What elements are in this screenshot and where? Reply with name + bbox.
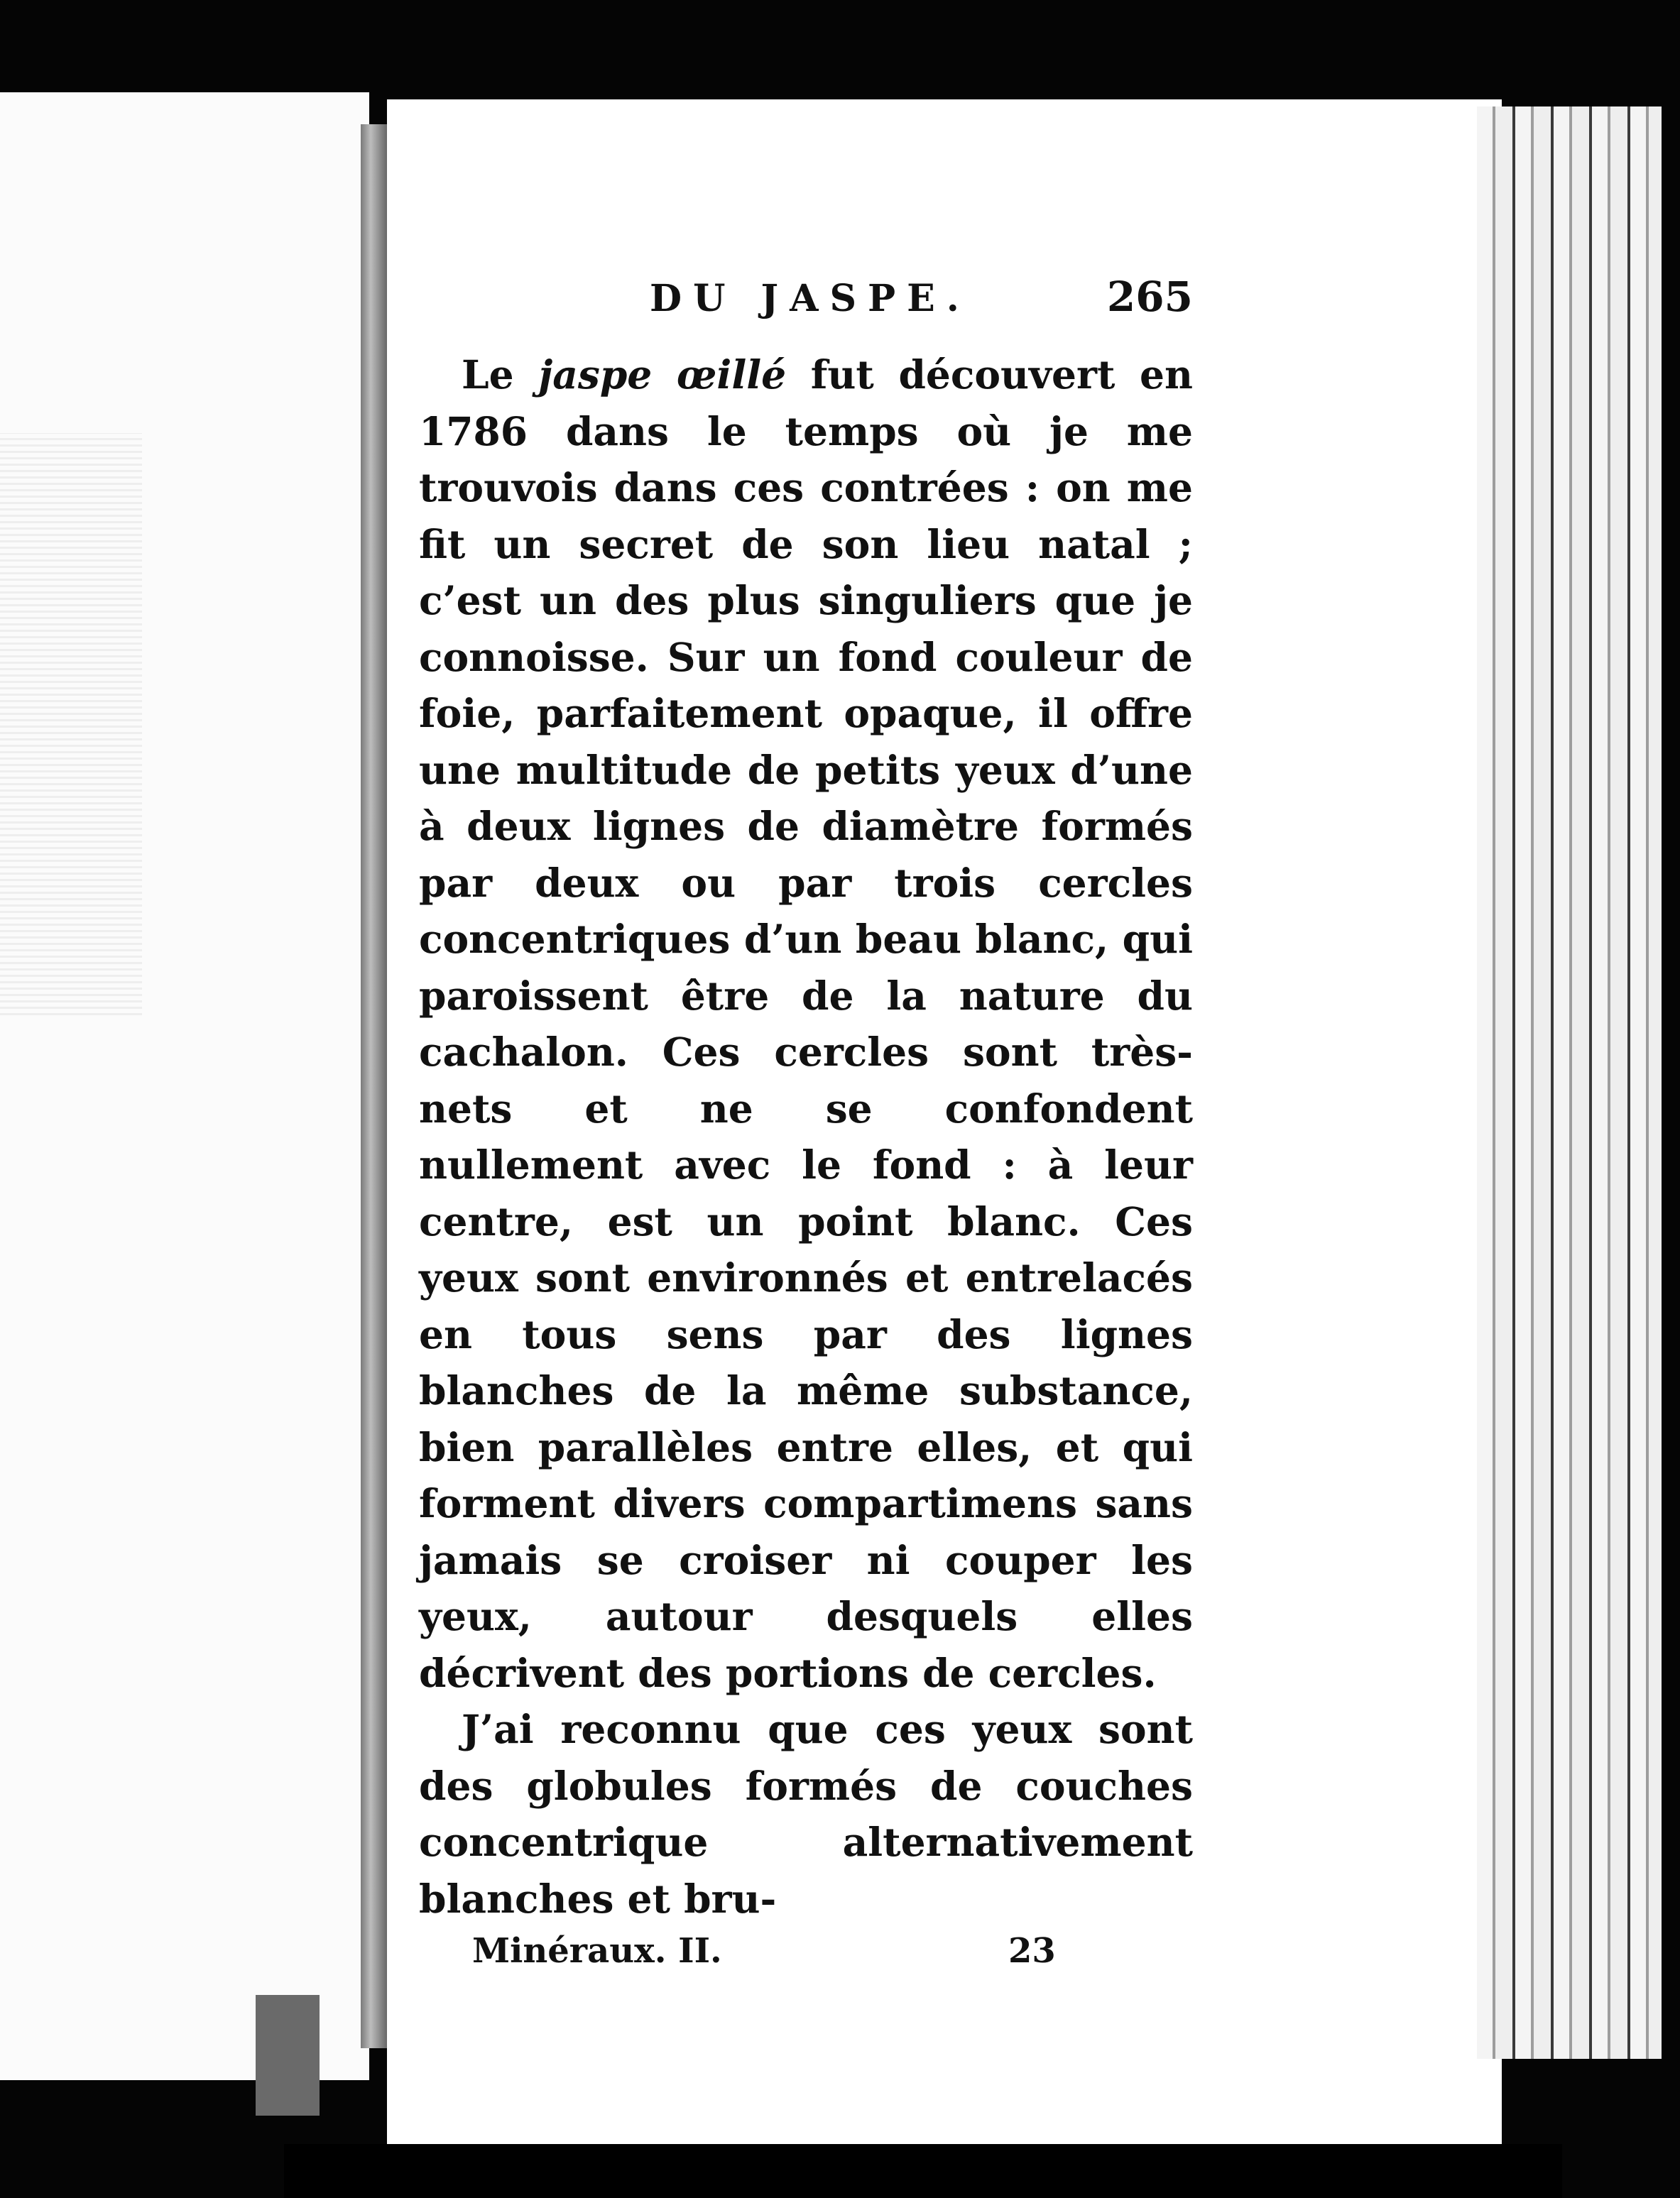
sheet-number: 23: [1008, 1931, 1056, 1971]
page-number: 265: [1106, 273, 1193, 321]
facing-page-bleed: [0, 433, 142, 1015]
book-gutter: [361, 124, 389, 2048]
running-head: [419, 273, 1193, 334]
gutter-shadow: [256, 1995, 320, 2116]
paragraph-1: [419, 346, 1193, 1701]
signature-mark: Minéraux. II.: [472, 1931, 722, 1971]
running-title: DU JASPE.: [650, 277, 971, 320]
paragraph-1-lead: Le: [462, 351, 539, 398]
text-block: [419, 273, 1194, 1988]
paragraph-1-body: fut découvert en 1786 dans le temps où je me trouvois dans ces contrées : on me fit un secret de son lieu natal ; c’est un des plus singuliers que je connoisse. Sur un fond couleur de foie, parfaitement opaque, il offre une multitude de petits yeux d’une à deux lignes de diamètre formés par deux ou par trois cercles concentriques d’un beau blanc, qui paroissent être de la nature du cachalon. Ces cercles sont très-nets et ne se confondent nullement avec le fond : à leur centre, est un point blanc. Ces yeux sont environnés et entrelacés en tous sens par des lignes blanches de la même substance, bien parallèles entre elles, et qui forment divers compartimens sans jamais se croiser ni couper les yeux, autour desquels elles décrivent des portions de cercles.: [419, 351, 1194, 1696]
page-footer: [419, 1931, 1193, 1988]
facing-page: [0, 92, 369, 2080]
bottom-shadow: [284, 2144, 1562, 2198]
paragraph-1-italic: jaspe œillé: [538, 351, 787, 398]
paragraph-2: J’ai reconnu que ces yeux sont des globules formés de couches concentrique alternativement blanches et bru-: [419, 1706, 1193, 1922]
page-edges: [1477, 106, 1662, 2059]
